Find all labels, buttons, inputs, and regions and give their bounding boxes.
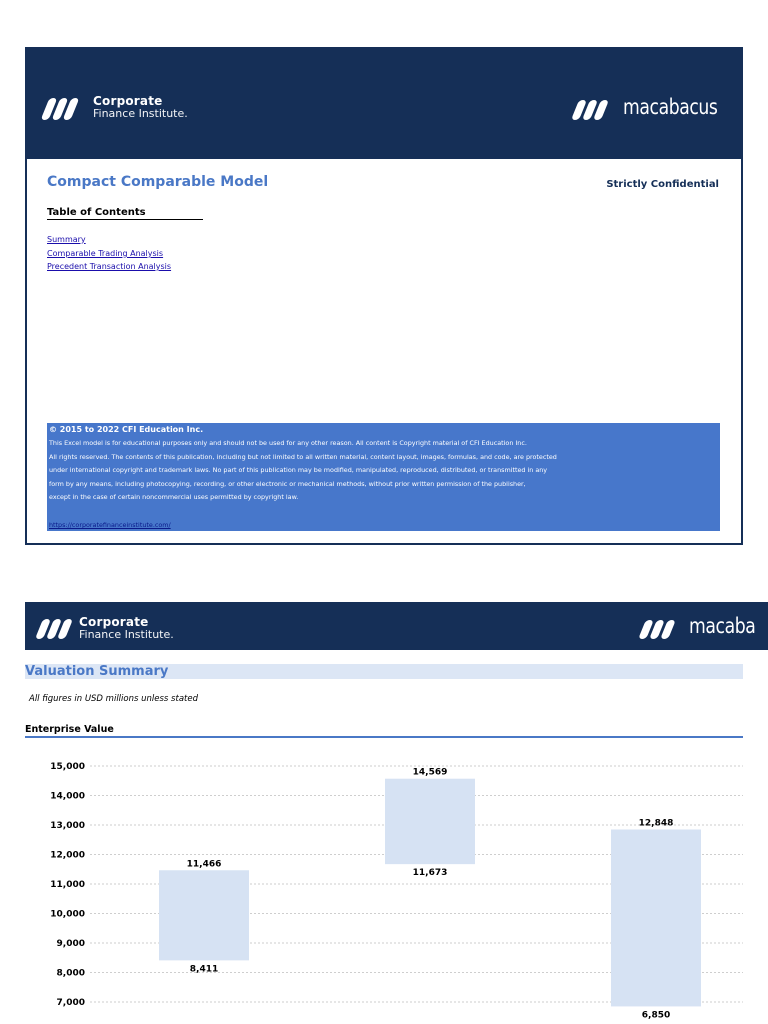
y-tick-label: 8,000 bbox=[56, 968, 85, 979]
copyright-line: All rights reserved. The contents of this publication, including but not limited to all written material, content layout, images, formulas, and code, are protected bbox=[49, 453, 557, 461]
range-bar bbox=[159, 870, 249, 960]
summary-title: Valuation Summary bbox=[25, 664, 169, 679]
section-underline bbox=[25, 736, 743, 738]
y-tick-label: 13,000 bbox=[50, 821, 85, 831]
cfi-website-link[interactable]: https://corporatefinanceinstitute.com/ bbox=[49, 521, 171, 529]
copyright-line: This Excel model is for educational purposes only and should not be used for any other reason. All content is Copyright material of CFI Education Inc. bbox=[49, 439, 527, 447]
enterprise-value-chart bbox=[0, 745, 768, 1024]
macabacus-logo-text: macabacus bbox=[623, 95, 718, 119]
units-note: All figures in USD millions unless stated bbox=[29, 694, 198, 704]
bar-low-label: 6,850 bbox=[641, 1010, 671, 1021]
toc-link-comparable-trading[interactable]: Comparable Trading Analysis bbox=[47, 249, 164, 258]
confidential-label: Strictly Confidential bbox=[606, 179, 719, 190]
y-tick-label: 14,000 bbox=[50, 791, 85, 802]
bar-high-label: 12,848 bbox=[638, 818, 674, 829]
cfi-logo-line2: Finance Institute. bbox=[79, 627, 174, 641]
cfi-logo-icon bbox=[39, 619, 69, 639]
cfi-logo-text bbox=[93, 95, 188, 119]
enterprise-value-label: Enterprise Value bbox=[25, 724, 114, 735]
range-bar bbox=[611, 829, 701, 1006]
bar-low-label: 11,673 bbox=[412, 868, 448, 879]
chart-labels bbox=[50, 762, 673, 1020]
bar-high-label: 14,569 bbox=[412, 767, 448, 778]
copyright-notice bbox=[47, 423, 720, 531]
page-title: Compact Comparable Model bbox=[47, 174, 269, 190]
macabacus-logo-icon bbox=[575, 100, 605, 120]
cfi-logo-line1: Corporate bbox=[79, 615, 149, 629]
toc-link-summary[interactable]: Summary bbox=[47, 235, 86, 244]
bar-high-label: 11,466 bbox=[186, 859, 222, 870]
copyright-line: under international copyright and trademark laws. No part of this publication may be modified, manipulated, reproduced, distributed, or transmitted in any bbox=[49, 466, 548, 474]
y-tick-label: 11,000 bbox=[50, 880, 85, 890]
summary-header-banner bbox=[25, 602, 768, 650]
cover-sheet bbox=[25, 47, 743, 545]
copyright-line: form by any means, including photocopying, recording, or other electronic or mechanical methods, without prior written permission of the publisher, bbox=[49, 480, 526, 488]
y-tick-label: 15,000 bbox=[50, 762, 85, 772]
cfi-logo-line2: Finance Institute. bbox=[93, 106, 188, 120]
y-tick-label: 9,000 bbox=[56, 939, 85, 949]
macabacus-logo-icon bbox=[642, 620, 672, 639]
cfi-logo-icon bbox=[45, 98, 75, 120]
toc-link-precedent-transaction[interactable]: Precedent Transaction Analysis bbox=[47, 262, 172, 271]
cover-header-banner bbox=[27, 49, 741, 159]
bar-low-label: 8,411 bbox=[189, 964, 219, 975]
y-tick-label: 12,000 bbox=[50, 850, 85, 861]
range-bar bbox=[385, 779, 475, 864]
cfi-logo-text bbox=[79, 616, 174, 640]
toc-heading: Table of Contents bbox=[47, 207, 146, 218]
copyright-title: © 2015 to 2022 CFI Education Inc. bbox=[49, 425, 204, 434]
y-tick-label: 10,000 bbox=[50, 909, 85, 920]
copyright-line: except in the case of certain noncommercial uses permitted by copyright law. bbox=[49, 493, 299, 501]
cfi-logo-line1: Corporate bbox=[93, 94, 163, 108]
y-tick-label: 7,000 bbox=[56, 998, 85, 1008]
toc-underline bbox=[47, 219, 203, 220]
macabacus-logo-text: macaba bbox=[689, 614, 756, 638]
